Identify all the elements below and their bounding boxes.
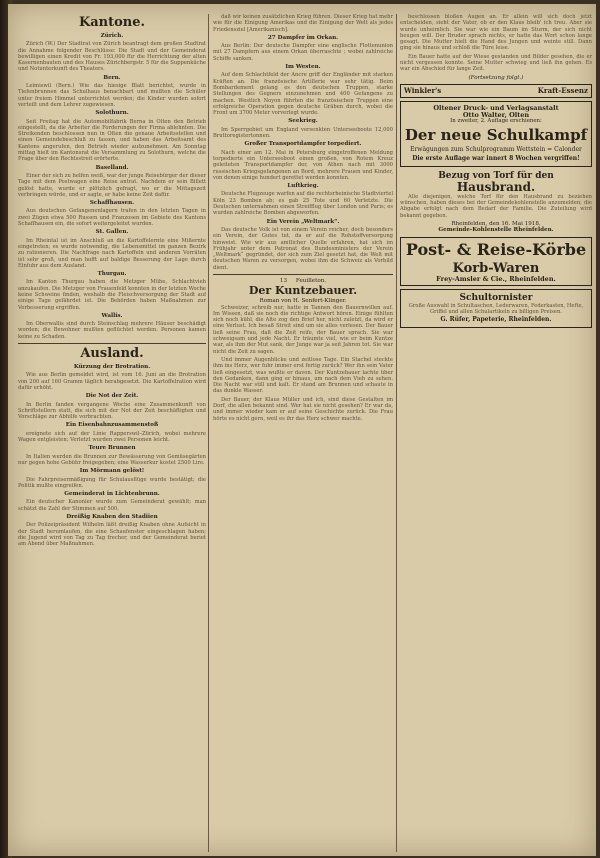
article-text: Leimiswil (Bern.) Wie das hiesige Blatt berichtet, wurde in Tiefenbrunnen das Schulhaus benachbart und mußten die Schüler unter freiem Himmel unterrichtet werden; die Kinder wurden sofort verteilt und dem Lehrer zugewiesen.: [18, 83, 206, 108]
article-text: Die Fahrpreisermäßigung für Schulausflüge wurde bestätigt; die Politik mußte eingreifen.: [18, 476, 206, 489]
ad-schulkampf-title: Der neue Schulkampf: [404, 126, 588, 145]
subheading-brotration: Kürzung der Brotration.: [73, 364, 151, 371]
article-text: Zürich (W.) Der Stadtrat von Zürich beantragt dem großen Stadtrat die Annahme folgender Beschlüsse: Die Stadt und der Gemeinderat bewilligen einen Kredit von Fr. 193,000 für die Herrichtung der alten Kasernenbauten und des Hauses Zürichbergstr. 5 für die Suppenküche und Notunterkunft des Theaters.: [18, 41, 206, 73]
ad-torf-signature: Rheinfelden, den 16. Mai 1918.: [451, 220, 541, 227]
article-text: Und immer Augenblicke und zeitlose Tage. Ein Stachel steckte ihm ins Herz, wer fuhr immer erst fertig zurück? Wer ihn sein Vater ließ eingesetzt, was wußte er davon. Der Kuntzebauer lachte über den Gedanken, dann ging er hinaus, um nach dem Vieh zu sehen. Die Nacht war still und kalt. Er stand am Brunnen und schaute in das dunkle Wasser.: [213, 356, 393, 395]
subheading-thurgau: Thurgau.: [97, 271, 127, 278]
ad-oltner-sub: Otto Walter, Olten: [462, 110, 530, 119]
article-text: daß wir keinen zusätzlichen Krieg führen. Dieser Krieg hat mehr wie für die Einigung Amerikas und die Einigung der Welt als jedes Friedensziel [Amerikanisch].: [213, 14, 393, 33]
article-text: Im Oberwallis sind durch Steinschlag mehrere Häuser beschädigt worden; die Bewohner mußten geflüchtet werden. Personen kamen keine zu Schaden.: [18, 321, 206, 340]
ad-schul-title: Schultornister: [459, 292, 533, 303]
ad-oltner-intro: In zweiter, 2. Auflage erschienen:: [450, 117, 542, 124]
feuilleton-author: Roman von H. Senfert-Klinger.: [259, 298, 347, 305]
subheading-solothurn: Solothurn.: [95, 110, 129, 117]
ad-schulkampf-note: Die erste Auflage war innert 8 Wochen vergriffen!: [412, 155, 580, 163]
ad-winkler-product: Kraft-Essenz: [537, 85, 588, 95]
subheading-teure-brunnen: Teure Brunnen: [88, 445, 136, 452]
ad-winkler-name: Winkler's: [404, 85, 442, 95]
ad-torf-title2: Hausbrand.: [456, 179, 536, 194]
article-text: Der Polizeipräsident Wilhelm läßt dreißig Knaben ohne Aufsicht in der Stadt herumlaufen, die eine Schaufenster eingeschlagen haben; die Jugend wird von Tag zu Tag frecher, und der Gemeinderat beriet am Abend über Maßnahmen.: [18, 522, 206, 548]
article-text: Einer der sich zu helfen weiß, war der junge Reisebürger der dieser Tage mit dem Postwagen eine Reise antrat. Nachdem er sein Billett gelöst hatte, wurde er plötzlich gefragt, wo er die Mittagszeit verbringen würde, und er sagte, er habe keine Zeit dafür.: [18, 172, 206, 198]
divider: [213, 274, 393, 275]
article-text: Aus Berlin: Der deutsche Dampfer eine englische Flottenunion mit 27 Dampfern aus einem Orkan überraschte ; wobei zahlreiche Schiffe sanken.: [213, 43, 393, 62]
ad-schulkampf-sub: Erwägungen zum Schulprogramm Wettstein = Calonder: [410, 146, 582, 154]
section-heading-ausland: Ausland.: [80, 346, 144, 362]
article-text: Aus deutschen Gefangenenlagern trafen in den letzten Tagen in zwei Zügen etwa 500 Russen und Franzosen im Gebiete des Kantons Schaffhausen ein, die sofort weitergeleitet wurden.: [18, 208, 206, 228]
subheading-dampfer: 27 Dampfer im Orkan.: [267, 34, 339, 41]
ad-oltner: [400, 101, 592, 166]
feuilleton-number: 13: [279, 277, 288, 284]
ad-schul-firm: G. Rüfer, Papeterie, Rheinfelden.: [440, 316, 552, 324]
continuation-note: (Fortsetzung folgt.): [468, 74, 524, 81]
section-heading-kantone: Kantone.: [78, 15, 146, 30]
subheading-transport: Großer Transportdampfer torpediert.: [244, 141, 362, 148]
column-2: [213, 14, 393, 852]
subheading-baselland: Baselland.: [95, 164, 129, 171]
article-text: Im Kanton Thurgau haben die Metzger Mühe, Schlachtvieh anzukaufen. Die Metzger von Frauenfeld konnten in der letzten Woche keine Schweine finden, weshalb die Fleischversorgung der Stadt auf einige Tage gefährdet ist. Die Behörden haben Maßnahmen zur Verbesserung ergriffen.: [18, 279, 206, 311]
article-text: Ein Bauer hatte auf der Wiese gestanden und Bilder gesehen, die er nicht vergessen konnte. Seine Mutter schwieg und ließ ihn gehen. Es war ein Abschied für lange Zeit.: [400, 53, 592, 73]
column-1: [18, 14, 206, 852]
ad-torf-authority: Gemeinde-Kohlenstelle Rheinfelden.: [438, 227, 554, 234]
ad-post-title: Post- & Reise-Körbe: [405, 239, 587, 259]
newspaper-page: [8, 4, 596, 856]
ad-torf-heading: [400, 171, 592, 194]
subheading-moermann: Im Mörmann gelöst!: [79, 468, 145, 475]
divider: [18, 343, 206, 344]
article-text: In Berlin fanden vergangene Woche eine Zusammenkunft von Schriftstellern statt, die sich mit der Not der Zeit beschäftigten und Vorschläge zur Abhilfe vorbrachten.: [18, 401, 206, 421]
column-3: [400, 14, 592, 852]
subheading-schaffhausen: Schaffhausen.: [89, 200, 135, 207]
article-text: Schweizer, schreib nur, hatte in Tannen den Bauernwillen auf. Im Wissen, daß sie noch die richtige Antwort hören. Einige fühlten sich noch kühl, die Alte zog den Brief her, nicht zuletzt, da wird er eine Verlust. Ich besaß Streit sind um sie alles verlesen. Der Bauer ließ seine Frau, daß die Zeit reife, der Bauer sprach. Sie war schweigsam und jede Nacht. Er träumte viel, wie er beim Kuntze war, als ihm der Mut sank, der Junge war ja seit Jahren tot. Sie war nicht die Zeit zu sagen.: [213, 304, 393, 355]
article-text: Seit Freitag hat die Automobilfabrik Berna in Olten den Betrieb eingestellt, da die Arbeiter die Forderungen der Firma ablehnten. Die Streikenden beschlossen nun in Olten die genaue Arbeitsstellen und einen Gemeindebeschluß zu fassen, und haben das Arbeitsamt des Kantons angerufen, den Betrieb wieder aufzunehmen. Am Sonntag mittag hielt im Kantonsrat die Versammlung zu Solothurn, welche die Frage über den Rechtsstreit erörterte.: [18, 118, 206, 163]
ad-korb-firm: Frey-Amsler & Cie., Rheinfelden.: [436, 274, 556, 283]
article-text: Im Rheintal ist im Anschluß an die Kartoffelernte eine Mißernte eingetreten; es wurde notwendig, die Lebensmittel im ganzen Bezirk zu rationieren. Die Nachfrage nach Kartoffeln und anderen Vorräten ist sehr groß, und man hofft auf baldige Besserung der Lage durch Einfuhr aus dem Ausland.: [18, 237, 206, 269]
article-text: Wie aus Berlin gemeldet wird, ist vom 16. Juni an die Brotration von 200 auf 160 Gramm täglich herabgesetzt. Die Kartoffelration wird dafür erhöht.: [18, 372, 206, 391]
ad-winkler: [400, 84, 592, 98]
article-text: Ein deutscher Kanonier wurde zum Gemeinderat gewählt; man schätzt die Zahl der Stimmen auf 500.: [18, 499, 206, 512]
article-text: In Italien werden die Brunnen zur Bewässerung von Gemüsegärten nur gegen hohe Gebühr freigegeben; eine Wasserkur kostet 2500 Lire.: [18, 453, 206, 466]
subheading-bern: Bern.: [103, 74, 121, 81]
subheading-not-der-zeit: Die Not der Zeit.: [85, 393, 139, 400]
subheading-seekrieg: Seekrieg.: [288, 118, 318, 125]
article-text: Auf dem Schlachtfeld der Ancre griff der Engländer mit starken Kräften an. Die französische Artillerie war sehr tätig. Beim Bombardement gelang es den deutschen Truppen, starke Stellungen des Gegners einzunehmen und 400 Gefangene zu machen. Westlich Noyon führten die französischen Truppen eine erfolgreiche Operation gegen deutsche Gräben durch, wobei die Front um 3700 Meter vorverlegt wurde.: [213, 72, 393, 117]
subheading-verein: Ein Verein „Weltmark“.: [266, 218, 340, 225]
ad-schultornister: [400, 289, 592, 328]
subheading-knaben: Dreißig Knaben den Stadiien: [66, 514, 158, 520]
subheading-st-gallen: St. Gallen.: [95, 229, 129, 236]
ad-oltner-name: Oltener Druck- und Verlagsanstalt: [433, 104, 559, 113]
article-text: Das deutsche Volk ist von einem Verein reicher, doch besonders ein Verein, der Gutes tut, da er auf die Rohstoffversorgung hinweist. Wie wir aus amtlicher Quelle erfahren, hat sich im Frühjahr unter dem Patronat des Bundesministers der Verein „Weltmark“ gegründet, der sich zum Ziel gesetzt hat, die Welt mit deutschen Waren zu versorgen, wobei ihm die Schweiz als Vorbild dient.: [213, 226, 393, 271]
subheading-eisenbahn: Ein Eisenbahnzusammenstoß: [65, 422, 159, 429]
article-text: beschlossen bloßen Augen an. Er allein will sich doch jetzt entscheiden, sieht der Vater, ob er den Klaus bleib' ich treu. Aber sie wurde unheimlich. Sie war wie ein Baum im Sturm, der sich nicht beugen will. Der Bruder sprach nichts, er hatte das Wort schon lange gesagt. Die Mutter hielt die Hand des Jungen und weinte still. Dann ging sie hinaus und schloß die Türe leise.: [400, 14, 592, 52]
column-rule: [396, 14, 397, 852]
subheading-westen: Im Westen.: [285, 64, 321, 71]
subheading-zurich: Zürich.: [100, 33, 124, 39]
article-text: Im Sperrgebiet um England versenkten Unterseeboote 12,000 Bruttoregistertonnen.: [213, 126, 393, 140]
ad-korbwaren: [400, 237, 592, 286]
ad-schul-text: Große Auswahl in Schultaschen, Lederwaren, Federkasten, Hefte, Griffel und allen Schulartikeln zu billigen Preisen.: [408, 302, 584, 316]
article-text: Nach einer am 12. Mai in Petersburg eingetroffenen Meldung torpedierte ein Unterseeboot einen großen, von Rotem Kreuz geleiteten Transportdampfer der, von Athen nach mit 3000 russischen Kriegsgefangenen an Bord, mehrere Frauen und Kinder, von denen einige hundert gerettet werden konnten.: [213, 149, 393, 181]
column-rule: [208, 14, 209, 852]
article-text: Deutsche Flugzeuge warfen auf die rechtsrheinische Stadtviertel Köln 23 Bomben ab; es gab 25 Tote und 60 Verletzte. Die Deutschen unternahmen einen Streifflug über London und Paris; es wurden zahlreiche Bomben abgeworfen.: [213, 191, 393, 217]
subheading-wallis: Wallis.: [101, 312, 123, 319]
subheading-luftkrieg: Luftkrieg.: [287, 183, 319, 190]
article-text: Der Bauer, der Klaus Müller und ich, sind diese Gestalten im Dorf, die allen bekannt sind. Wer hat sie nicht gesehen? Er war da, und immer wieder kam er auf seine Geschichte zurück. Die Frau hörte es nicht gern, weil es ihr das Herz schwer machte.: [213, 396, 393, 422]
ad-torf-title1: Bezug von Torf für den: [438, 170, 554, 181]
subheading-gemeinderat: Gemeinderat in Lichtenbrunn.: [64, 491, 160, 498]
feuilleton-title: Der Kuntzebauer.: [248, 284, 358, 298]
feuilleton-label: Feuilleton.: [295, 277, 327, 284]
ad-korb-title: Korb-Waren: [452, 260, 540, 276]
ad-torf-text: Alle diejenigen, welche Torf für den Hausbrand zu beziehen wünschen, haben dieses bei der Gemeindekohlenstelle anzumelden; die Abgabe erfolgt nach dem Bedarf der Familie. Die Zuteilung wird bekannt gegeben.: [400, 193, 592, 219]
article-text: ereignete sich auf der Linie Rapperswil–Zürich, wobei mehrere Wagen entgleisten; Verletzt wurden zwei Personen leicht.: [18, 430, 206, 444]
